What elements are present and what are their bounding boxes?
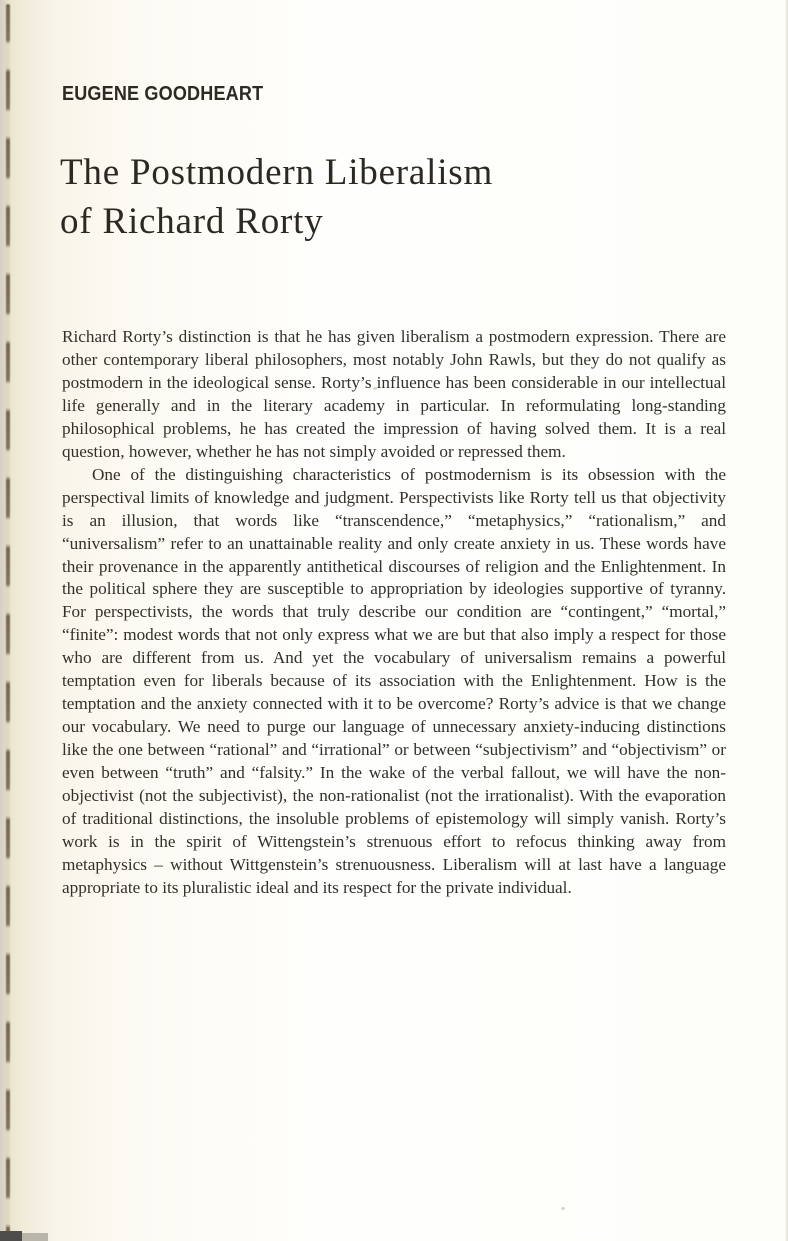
article-title xyxy=(60,148,493,246)
scan-speck xyxy=(561,1207,565,1210)
scan-corner-dark xyxy=(0,1231,22,1241)
paragraph: Richard Rorty’s distinction is that he has given liberalism a postmodern expression. There are other contemporary liberal philosophers, most notably John Rawls, but they do not qualify as postmodern in the ideological sense. Rorty’s influence has been considerable in our intellectual life generally and in the literary academy in particular. In reformulating long-standing philosophical problems, he has created the impression of having solved them. It is a real question, however, whether he has not simply avoided or repressed them. xyxy=(62,327,726,461)
article-title-line-2: of Richard Rorty xyxy=(60,201,324,242)
scan-corner-gray xyxy=(22,1233,48,1241)
page-binding-shadow xyxy=(6,4,10,1237)
paragraph: One of the distinguishing characteristics of postmodernism is its obsession with the perspectival limits of knowledge and judgment. Perspectivists like Rorty tell us that objectivity is an illusion, that words like “transcendence,” “metaphysics,” “rationalism,” and “universalism” refer to an unattainable reality and only create anxiety in us. These words have their provenance in the apparently antithetical discourses of religion and the Enlightenment. In the political sphere they are susceptible to appropriation by ideologies supportive of tyranny. For perspectivists, the words that truly describe our condition are “contingent,” “mortal,” “finite”: modest words that not only express what we are but that also imply a respect for those who are different from us. And yet the vocabulary of universalism remains a powerful temptation even for liberals because of its association with the Enlightenment. How is the temptation and the anxiety connected with it to be overcome? Rorty’s advice is that we change our vocabulary. We need to purge our language of unnecessary anxiety-inducing distinctions like the one between “rational” and “irrational” or between “subjectivism” and “objectivism” or even between “truth” and “falsity.” In the wake of the verbal fallout, we will have the non-objectivist (not the subjectivist), the non-rationalist (not the irrationalist). With the evaporation of traditional distinctions, the insoluble problems of epistemology will simply vanish. Rorty’s work is in the spirit of Wittengstein’s strenuous effort to refocus thinking away from metaphysics – without Wittgenstein’s strenuousness. Liberalism will at last have a language appropriate to its pluralistic ideal and its respect for the private individual. xyxy=(62,464,726,897)
body-text xyxy=(62,326,726,900)
article-title-line-1: The Postmodern Liberalism xyxy=(60,152,494,193)
author-name: EUGENE GOODHEART xyxy=(62,82,264,105)
